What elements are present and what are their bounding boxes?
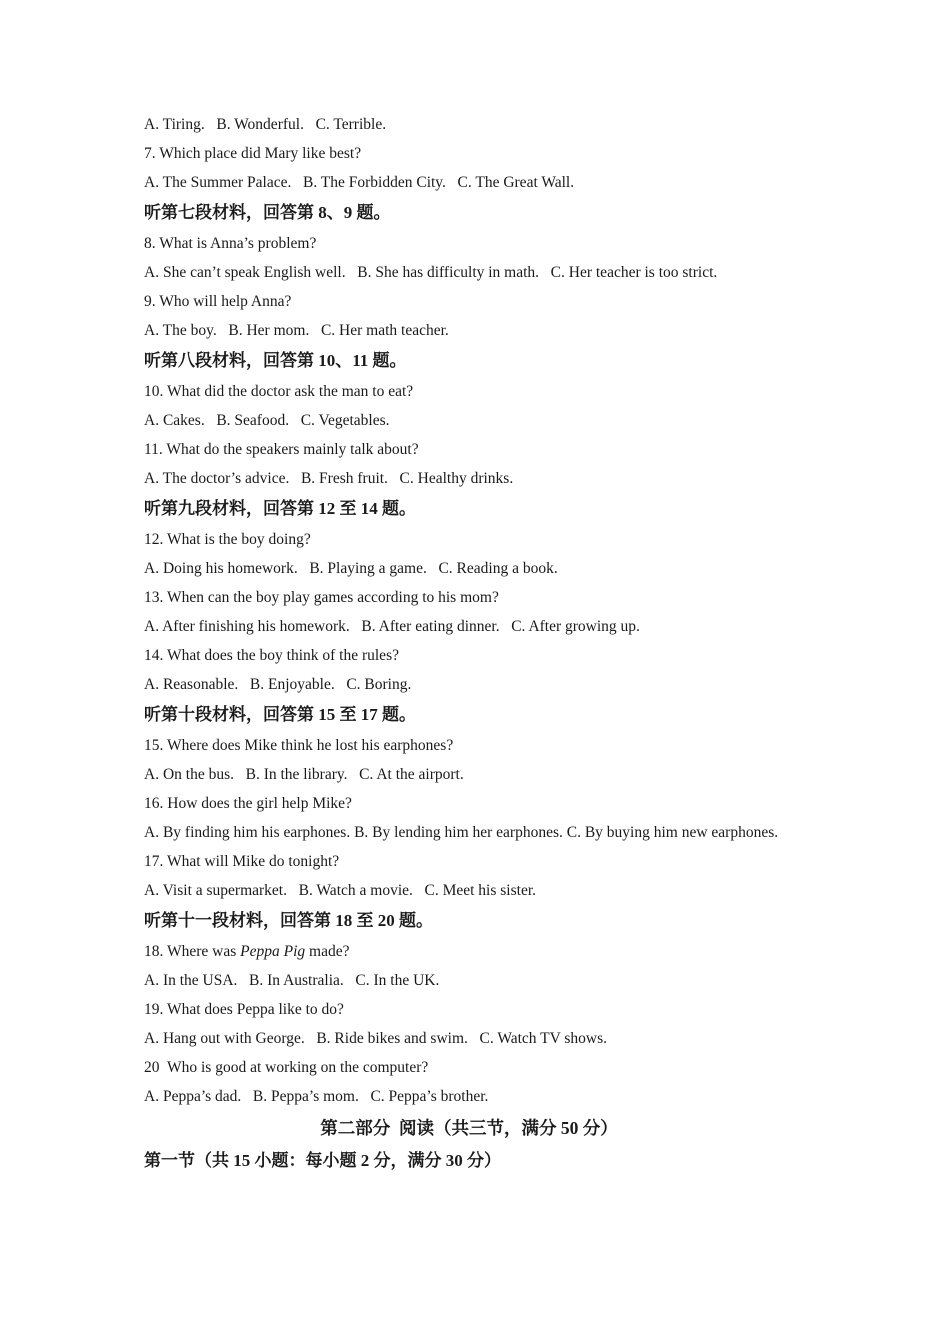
q9-options: A. The boy. B. Her mom. C. Her math teacher.: [144, 322, 449, 339]
section-heading-8: 听第八段材料，回答第 10、11 题。: [144, 351, 407, 370]
q7-options: A. The Summer Palace. B. The Forbidden City. C. The Great Wall.: [144, 174, 575, 191]
q16-options: A. By finding him his earphones. B. By lending him her earphones. C. By buying him new earphones.: [144, 824, 779, 841]
q18-prefix: 18. Where was: [144, 943, 241, 960]
q20-options: A. Peppa’s dad. B. Peppa’s mom. C. Peppa’s brother.: [144, 1088, 489, 1105]
question-10: 10. What did the doctor ask the man to eat?: [144, 383, 414, 400]
question-14: 14. What does the boy think of the rules?: [144, 647, 399, 664]
q19-options: A. Hang out with George. B. Ride bikes and swim. C. Watch TV shows.: [144, 1030, 608, 1047]
section-heading-11: 听第十一段材料，回答第 18 至 20 题。: [144, 911, 433, 930]
q10-options: A. Cakes. B. Seafood. C. Vegetables.: [144, 412, 390, 429]
question-8: 8. What is Anna’s problem?: [144, 235, 317, 252]
question-16: 16. How does the girl help Mike?: [144, 795, 352, 812]
q18-title: Peppa Pig: [240, 943, 306, 960]
q18-options: A. In the USA. B. In Australia. C. In the UK.: [144, 972, 440, 989]
question-7: 7. Which place did Mary like best?: [144, 145, 362, 162]
section-heading-7: 听第七段材料，回答第 8、9 题。: [144, 203, 391, 222]
q11-options: A. The doctor’s advice. B. Fresh fruit. C. Healthy drinks.: [144, 470, 514, 487]
question-15: 15. Where does Mike think he lost his earphones?: [144, 737, 454, 754]
part-2-heading: 第二部分 阅读（共三节，满分 50 分）: [320, 1118, 618, 1138]
question-19: 19. What does Peppa like to do?: [144, 1001, 344, 1018]
question-17: 17. What will Mike do tonight?: [144, 853, 340, 870]
question-13: 13. When can the boy play games according to his mom?: [144, 589, 499, 606]
q17-options: A. Visit a supermarket. B. Watch a movie. C. Meet his sister.: [144, 882, 537, 899]
question-20: 20 Who is good at working on the computer?: [144, 1059, 429, 1076]
q15-options: A. On the bus. B. In the library. C. At the airport.: [144, 766, 464, 783]
question-11: 11. What do the speakers mainly talk about?: [144, 441, 419, 458]
q18-suffix: made?: [305, 943, 350, 960]
section-heading-10: 听第十段材料，回答第 15 至 17 题。: [144, 705, 416, 724]
exam-page: [144, 110, 794, 1177]
question-12: 12. What is the boy doing?: [144, 531, 311, 548]
q14-options: A. Reasonable. B. Enjoyable. C. Boring.: [144, 676, 412, 693]
q8-options: A. She can’t speak English well. B. She has difficulty in math. C. Her teacher is too strict.: [144, 264, 718, 281]
section-1-heading: 第一节（共 15 小题：每小题 2 分，满分 30 分）: [144, 1151, 501, 1170]
q12-options: A. Doing his homework. B. Playing a game. C. Reading a book.: [144, 560, 558, 577]
q6-options: A. Tiring. B. Wonderful. C. Terrible.: [144, 116, 387, 133]
section-heading-9: 听第九段材料，回答第 12 至 14 题。: [144, 499, 416, 518]
question-18: [144, 937, 794, 966]
q13-options: A. After finishing his homework. B. After eating dinner. C. After growing up.: [144, 618, 640, 635]
question-9: 9. Who will help Anna?: [144, 293, 292, 310]
